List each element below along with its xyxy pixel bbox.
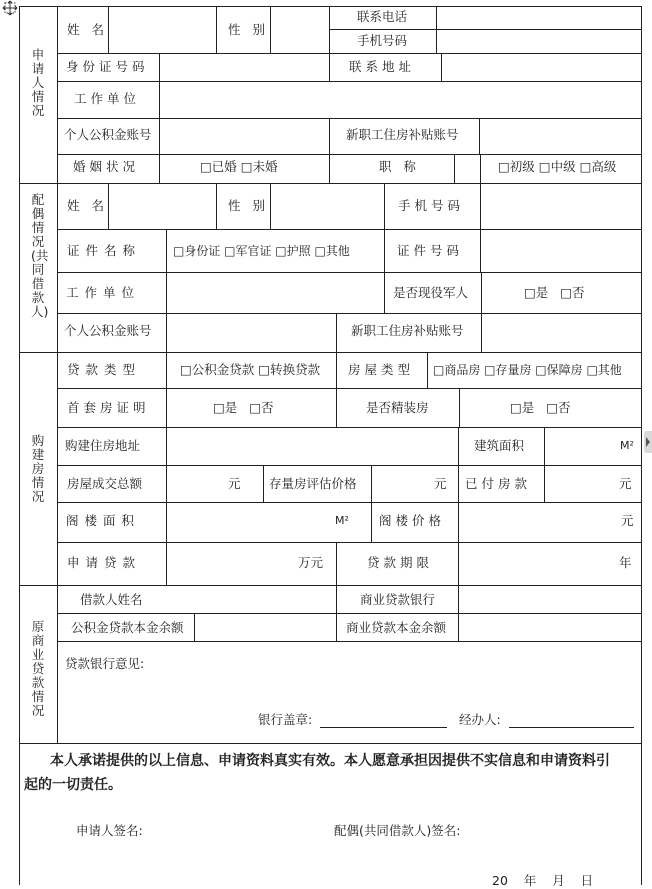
label-gender: 性 别 [228, 22, 269, 37]
move-handle-icon[interactable] [2, 0, 18, 16]
loan-type-options[interactable]: □公积金贷款 □转换贷款 [180, 362, 321, 377]
label-mobile: 手机号码 [357, 33, 408, 48]
declaration-line-1: 本人承诺提供的以上信息、申请资料真实有效。本人愿意承担因提供不实信息和申请资料引 [50, 753, 610, 769]
label-applicant-sign: 申请人签名: [76, 823, 143, 838]
label-borrower: 借款人姓名 [80, 592, 143, 607]
spouse-cert-options[interactable]: □身份证 □军官证 □护照 □其他 [173, 244, 350, 258]
label-fund-balance: 公积金贷款本金余额 [71, 620, 184, 635]
label-total-price: 房屋成交总额 [67, 476, 143, 491]
spouse-label-cert-number: 证件号码 [397, 243, 464, 258]
first-home-options[interactable]: □是 □否 [213, 400, 274, 415]
section-purchase: 购建房情况 [31, 433, 45, 504]
label-decorated: 是否精装房 [366, 400, 429, 415]
spouse-label-gender: 性 别 [228, 198, 269, 213]
label-title: 职 称 [379, 159, 416, 174]
label-paid: 已付房款 [465, 476, 532, 491]
label-loan-term: 贷款期限 [367, 555, 434, 570]
section-applicant: 申请人情况 [31, 47, 45, 118]
label-marital: 婚姻状况 [73, 159, 140, 174]
spouse-label-subsidy-account: 新职工住房补贴账号 [351, 323, 464, 338]
label-address: 联系地址 [349, 59, 416, 74]
label-name: 姓 名 [67, 22, 108, 37]
paid-unit: 元 [619, 476, 632, 491]
label-bank-seal: 银行盖章: [258, 712, 313, 727]
label-attic-area: 阁楼面积 [66, 513, 141, 528]
spouse-label-fund-account: 个人公积金账号 [64, 323, 152, 338]
label-attic-price: 阁楼价格 [379, 513, 446, 528]
label-id-number: 身份证号码 [66, 59, 149, 74]
label-first-home: 首套房证明 [67, 400, 150, 415]
bank-seal-line[interactable] [320, 712, 447, 728]
house-type-options[interactable]: □商品房 □存量房 □保障房 □其他 [433, 363, 622, 377]
scroll-arrow-icon[interactable] [644, 431, 652, 453]
area-unit: M² [620, 439, 634, 452]
sign-date: 20 年 月 日 [492, 873, 594, 888]
declaration-line-2: 起的一切责任。 [24, 777, 122, 793]
label-subsidy-account: 新职工住房补贴账号 [346, 127, 459, 142]
label-appraisal: 存量房评估价格 [269, 476, 357, 491]
spouse-military-options[interactable]: □是 □否 [524, 285, 585, 300]
label-loan-type: 贷款类型 [67, 362, 142, 377]
label-house-type: 房屋类型 [348, 362, 415, 377]
label-employer: 工作单位 [74, 91, 141, 106]
label-commercial-balance: 商业贷款本金余额 [346, 620, 447, 635]
label-commercial-bank: 商业贷款银行 [360, 592, 436, 607]
spouse-label-mobile: 手机号码 [398, 198, 465, 213]
label-area: 建筑面积 [474, 438, 525, 453]
label-loan-amount: 申请贷款 [67, 555, 142, 570]
label-fund-account: 个人公积金账号 [64, 127, 152, 142]
total-price-unit: 元 [228, 476, 241, 491]
loan-amount-unit: 万元 [298, 555, 324, 570]
label-bank-opinion: 贷款银行意见: [65, 656, 145, 671]
spouse-label-military: 是否现役军人 [393, 285, 469, 300]
loan-term-unit: 年 [619, 555, 632, 570]
marital-options[interactable]: □已婚 □未婚 [200, 159, 278, 174]
decorated-options[interactable]: □是 □否 [510, 400, 571, 415]
handler-line[interactable] [509, 712, 634, 728]
attic-area-unit: M² [335, 514, 349, 527]
attic-price-unit: 元 [621, 513, 634, 528]
title-options[interactable]: □初级 □中级 □高级 [498, 159, 617, 174]
section-commercial-loan: 原商业贷款情况 [31, 619, 45, 718]
label-contact-phone: 联系电话 [357, 9, 408, 24]
label-handler: 经办人: [459, 712, 501, 727]
spouse-label-name: 姓 名 [67, 198, 108, 213]
appraisal-unit: 元 [434, 476, 447, 491]
label-spouse-sign: 配偶(共同借款人)签名: [334, 823, 461, 838]
label-house-address: 购建住房地址 [65, 438, 141, 453]
spouse-label-employer: 工作单位 [66, 285, 141, 300]
spouse-label-cert-name: 证件名称 [67, 243, 142, 258]
section-spouse: 配偶情况(共同借款人) [31, 192, 49, 319]
